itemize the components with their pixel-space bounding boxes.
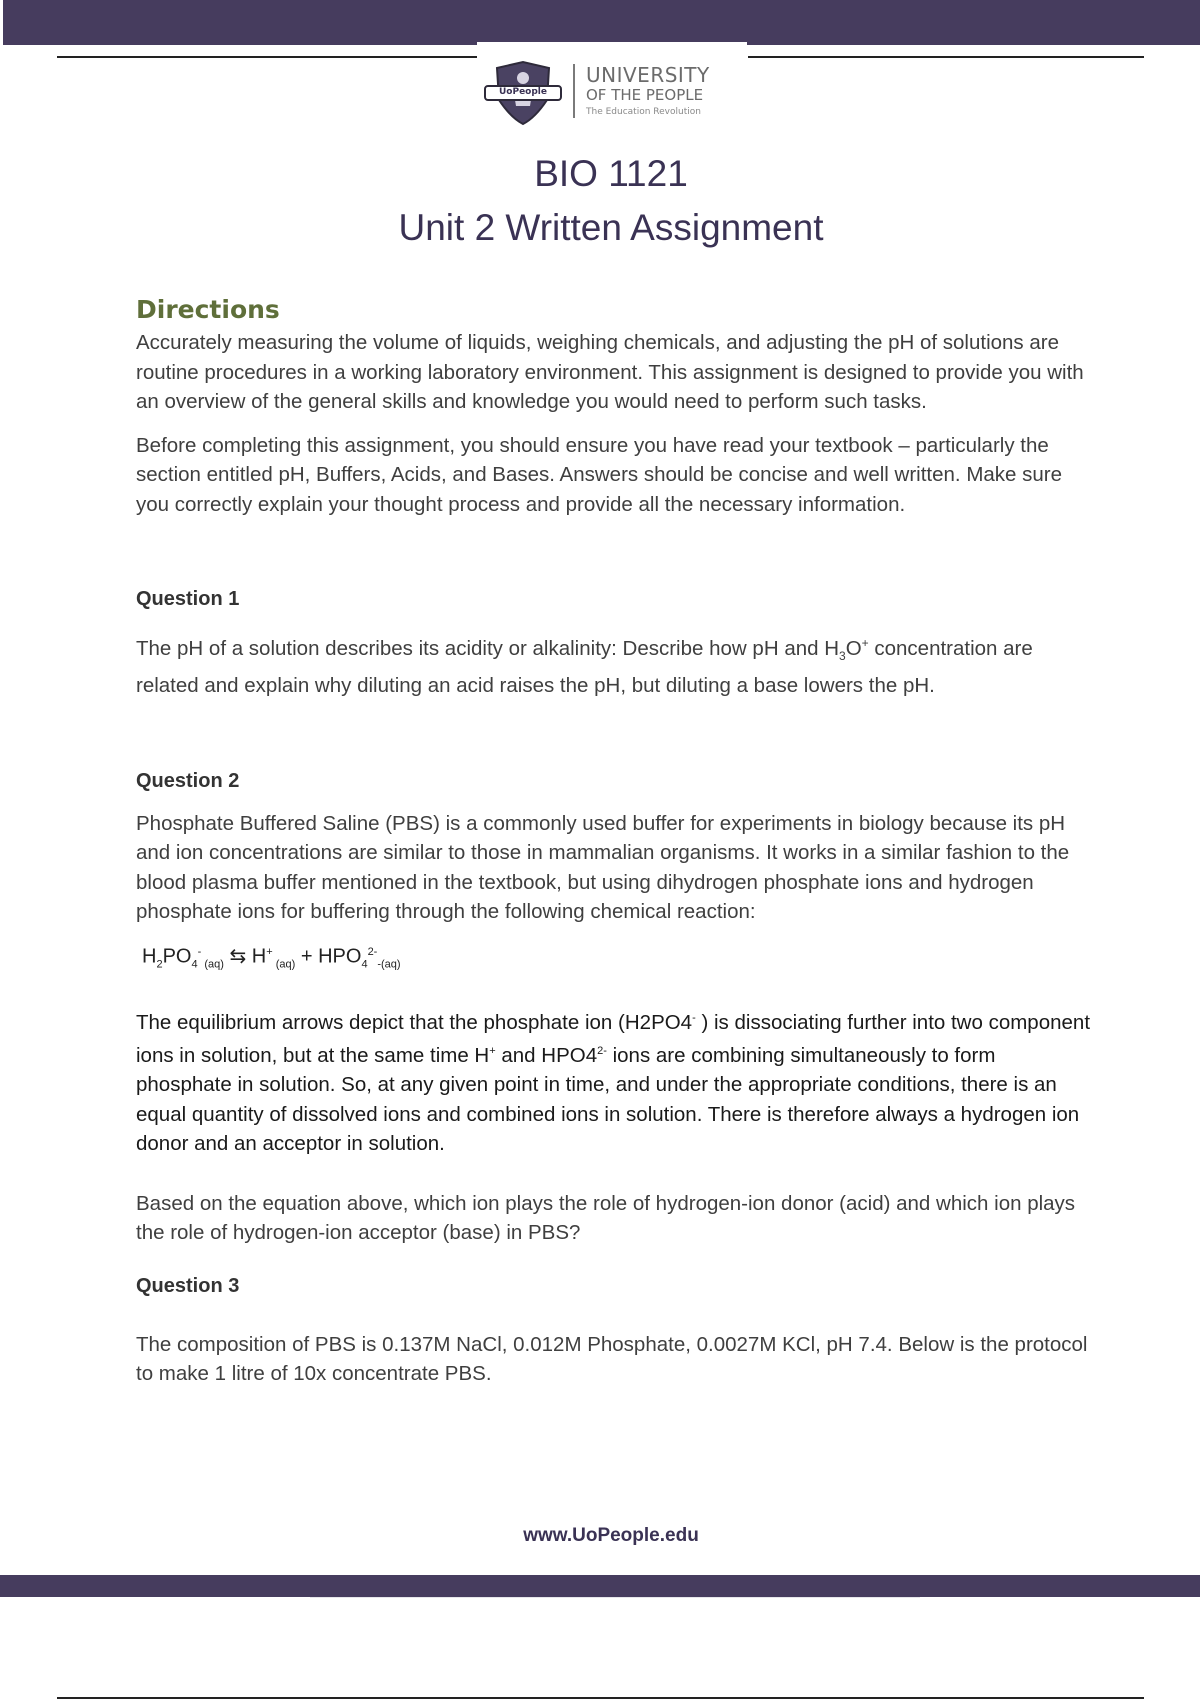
logo-tagline: The Education Revolution — [586, 107, 701, 117]
document-body — [136, 294, 1096, 1389]
next-page-header-rule — [57, 1697, 1144, 1699]
header-rule-right — [748, 56, 1144, 58]
phosphate-equation: $H_2PO_4^-$ $_{(aq)}$ ⇆ H+ $_{(aq)} + HPO_4^{2-}_{-(aq)}$ — [142, 945, 401, 971]
logo-line-2: OF THE PEOPLE — [586, 86, 704, 104]
crest-badge-label: UoPeople — [498, 87, 547, 97]
footer-band-shadow — [310, 1597, 920, 1598]
directions-paragraph-1: Accurately measuring the volume of liquids, weighing chemicals, and adjusting the pH of solutions are routine procedures in a working laboratory environment. This assignment is designed to provide you with an overview of the general skills and knowledge you would need to perform such tasks. — [136, 331, 1084, 413]
logo-divider — [573, 64, 575, 118]
assignment-title: Unit 2 Written Assignment — [398, 207, 824, 248]
question-2-paragraph-1: Phosphate Buffered Saline (PBS) is a commonly used buffer for experiments in biology because its pH and ion concentrations are similar to those in mammalian organisms. It works in a similar fashion to the blood plasma buffer mentioned in the textbook, but using dihydrogen phosphate ions and hydrogen phosphate ions for buffering through the following chemical reaction: — [136, 811, 1070, 924]
header-band — [3, 0, 1200, 45]
footer-band — [0, 1575, 1200, 1597]
question-3-paragraph-1: The composition of PBS is 0.137M NaCl, 0.012M Phosphate, 0.0027M KCl, pH 7.4. Below is the protocol to make 1 litre of 10x concentrate PBS. — [136, 1332, 1088, 1386]
course-code: BIO 1121 — [534, 153, 688, 194]
footer-website-link[interactable]: www.UoPeople.edu — [523, 1525, 699, 1546]
question-3-heading: Question 3 — [136, 1274, 240, 1297]
question-1-heading: Question 1 — [136, 588, 240, 610]
directions-paragraph-2: Before completing this assignment, you should ensure you have read your textbook – particularly the section entitled pH, Buffers, Acids, and Bases. Answers should be concise and well written. Make sure you correctly explain your thought process and provide all the necessary information. — [136, 433, 1063, 516]
question-2-heading: Question 2 — [136, 769, 240, 792]
university-logo — [586, 64, 710, 118]
logo-line-1: UNIVERSITY — [586, 63, 710, 87]
header-rule-left — [57, 56, 477, 58]
question-2-paragraph-3: Based on the equation above, which ion plays the role of hydrogen-ion donor (acid) and which ion plays the role of hydrogen-ion acceptor (base) in PBS? — [136, 1191, 1076, 1245]
question-1-text: The pH of a solution describes its acidity or alkalinity: Describe how pH and $H_3O^+$ concentration are related and explain why diluting an acid raises the pH, but diluting a base lowers the pH. — [136, 636, 1033, 698]
question-2-paragraph-2: The equilibrium arrows depict that the phosphate ion (H2PO4- ) is dissociating further into two component ions in solution, but at the same time H+ and $HPO4^{2-}$ ions are combining simultaneously to form phosphate in solution. So, at any given point in time, and under the appropriate conditions, there is an equal quantity of dissolved ions and combined ions in solution. There is therefore always a hydrogen ion donor and an acceptor in solution. — [136, 1010, 1091, 1156]
directions-heading: Directions — [136, 295, 280, 324]
